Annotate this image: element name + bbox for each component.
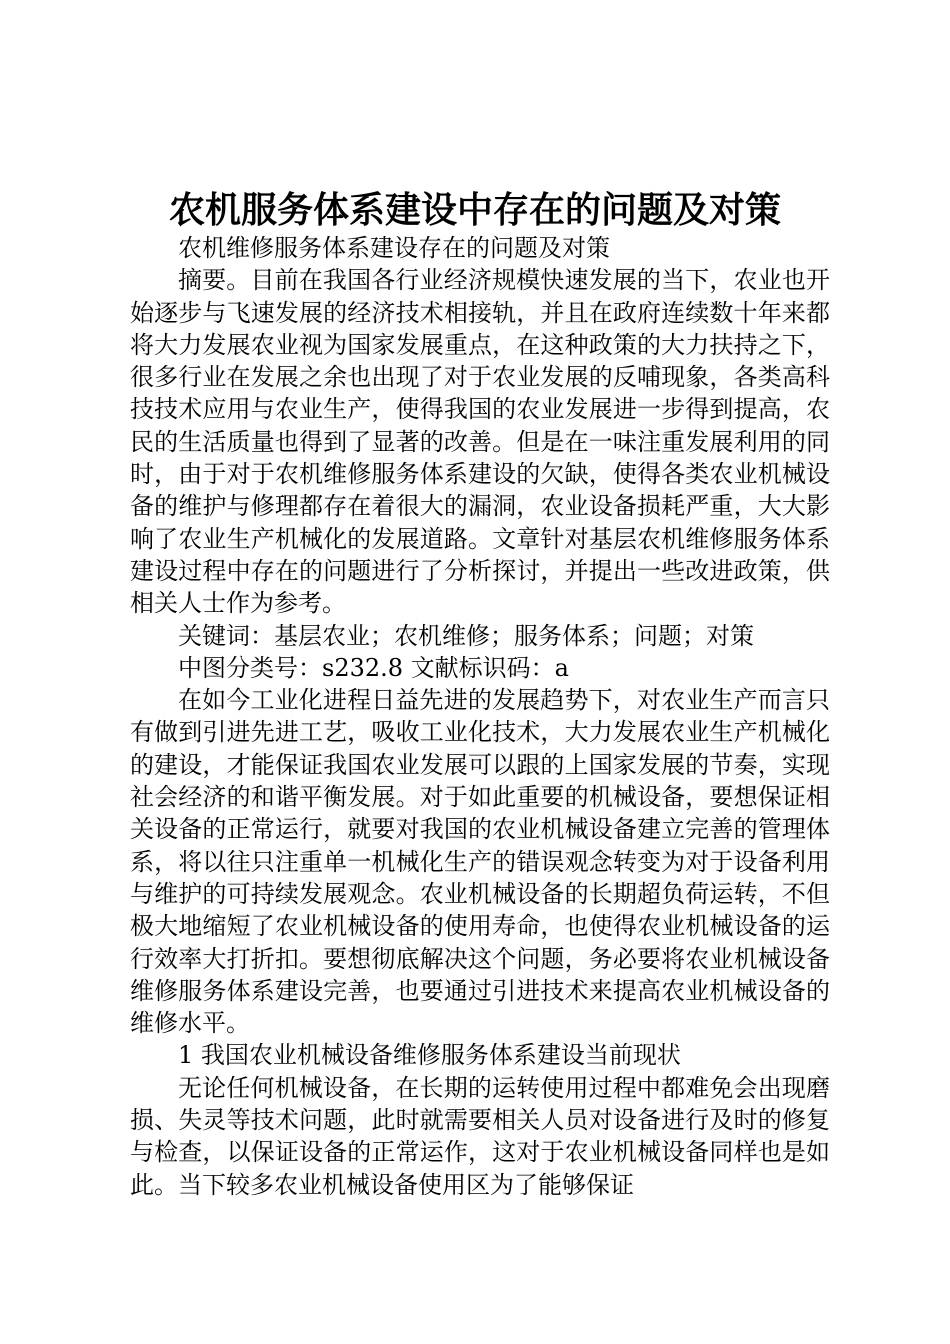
section-paragraph: 无论任何机械设备，在长期的运转使用过程中都难免会出现磨损、失灵等技术问题，此时就需要相关人员对设备进行及时的修复与检查，以保证设备的正常运作，这对于农业机械设备同样也是如此。当下较多农业机械设备使用区为了能够保证 [130, 1073, 830, 1199]
intro-paragraph: 在如今工业化进程日益先进的发展趋势下，对农业生产而言只有做到引进先进工艺，吸收工业化技术，大力发展农业生产机械化的建设，才能保证我国农业发展可以跟的上国家发展的节奏，实现社会经济的和谐平衡发展。对于如此重要的机械设备，要想保证相关设备的正常运行，就要对我国的农业机械设备建立完善的管理体系，将以往只注重单一机械化生产的错误观念转变为对于设备利用与维护的可持续发展观念。农业机械设备的长期超负荷运转，不但极大地缩短了农业机械设备的使用寿命，也使得农业机械设备的运行效率大打折扣。要想彻底解决这个问题，务必要将农业机械设备维修服务体系建设完善，也要通过引进技术来提高农业机械设备的维修水平。 [130, 686, 830, 1038]
classification-paragraph: 中图分类号：s232.8 文献标识码：a [178, 653, 569, 682]
document-title: 农机服务体系建设中存在的问题及对策 [168, 189, 781, 231]
subtitle-paragraph: 农机维修服务体系建设存在的问题及对策 [178, 234, 610, 262]
abstract-paragraph: 摘要。目前在我国各行业经济规模快速发展的当下，农业也开始逐步与飞速发展的经济技术相接轨，并且在政府连续数十年来都将大力发展农业视为国家发展重点，在这种政策的大力扶持之下，很多行业在发展之余也出现了对于农业发展的反哺现象，各类高科技技术应用与农业生产，使得我国的农业发展进一步得到提高，农民的生活质量也得到了显著的改善。但是在一味注重发展利用的同时，由于对于农机维修服务体系建设的欠缺，使得各类农业机械设备的维护与修理都存在着很大的漏洞，农业设备损耗严重，大大影响了农业生产机械化的发展道路。文章针对基层农机维修服务体系建设过程中存在的问题进行了分析探讨，并提出一些改进政策，供相关人士作为参考。 [130, 266, 830, 618]
section-heading: 1 我国农业机械设备维修服务体系建设当前现状 [178, 1041, 681, 1070]
keywords-paragraph: 关键词：基层农业；农机维修；服务体系；问题；对策 [178, 621, 754, 650]
document-body [130, 232, 830, 1201]
